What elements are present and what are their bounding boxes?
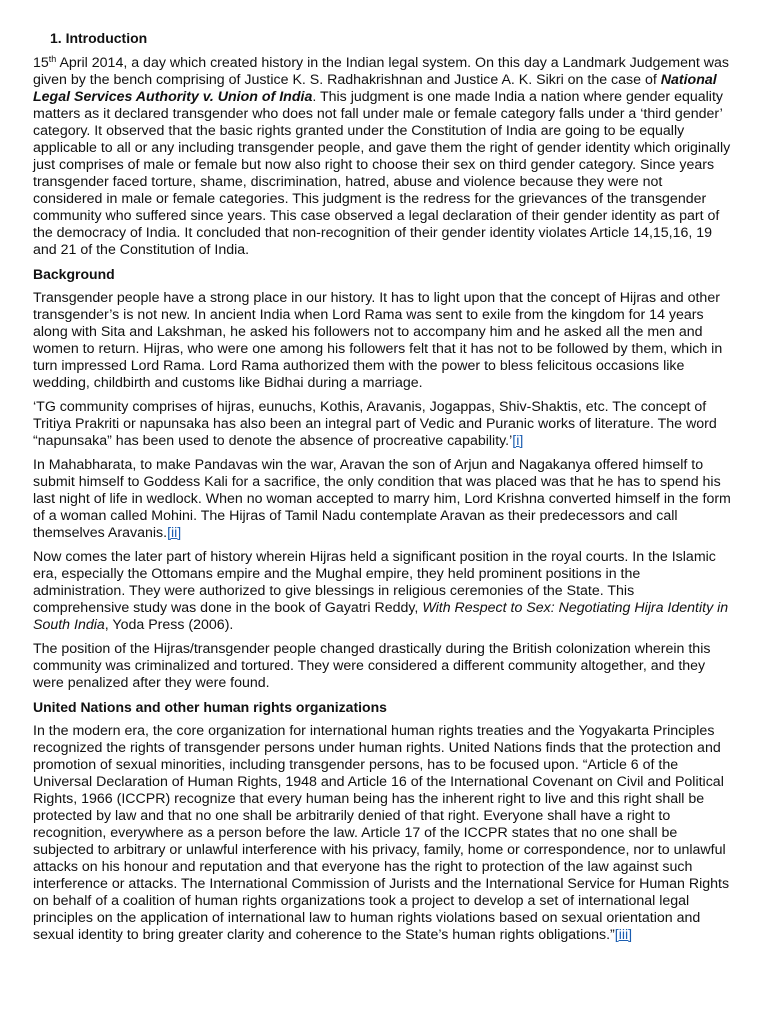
book-title: With Respect to Sex: Negotiating Hijra Identity in South India [33, 600, 729, 633]
footnote-link-ii[interactable]: [ii] [167, 525, 182, 541]
intro-text-a: April 2014, a day which created history in the Indian legal system. On this day a Landmark Judgement was given by the bench comprising of Justice K. S. Radhakrishnan and Justice A. K. Sikri on the case of [33, 55, 729, 88]
background-paragraph-3-text: In Mahabharata, to make Pandavas win the war, Aravan the son of Arjun and Nagakanya offered himself to submit himself to Goddess Kali for a sacrifice, the only condition that was placed was that he has to spend his last night of life in wedlock. When no woman accepted to marry him, Lord Krishna converted himself in the form of a woman called Mohini. The Hijras of Tamil Nadu contemplate Aravan as their predecessors and call themselves Aravanis. [33, 457, 731, 541]
case-name: National Legal Services Authority v. Union of India [33, 72, 717, 105]
background-paragraph-3 [33, 457, 733, 542]
section-heading-united-nations: United Nations and other human rights organizations [33, 699, 387, 715]
intro-text-b: . This judgment is one made India a nation where gender equality matters as it declared transgender who does not fall under male or female category falls under a ‘third gender’ category. It observed that the basic rights granted under the Constitution of India are going to be equally applicable to all or any including transgender people, and gave them the right of gender identity which originally just comprises of male or female but now also right to choose their sex on third gender category. Since years transgender faced torture, shame, discrimination, hatred, abuse and violence because they were not considered in male or female categories. This judgment is the redress for the grievances of the transgender community who suffered since years. This case observed a legal declaration of their gender identity as part of the democracy of India. It concluded that non-recognition of their gender identity violates Article 14,15,16, 19 and 21 of the Constitution of India. [33, 89, 731, 258]
section-heading-background: Background [33, 266, 115, 282]
intro-paragraph [33, 55, 733, 259]
section-heading-introduction: 1. Introduction [50, 30, 148, 46]
document-page [33, 30, 733, 951]
background-paragraph-4 [33, 549, 733, 634]
footnote-link-iii[interactable]: [iii] [614, 927, 633, 943]
intro-day-suffix: th [48, 54, 57, 64]
background-paragraph-1: Transgender people have a strong place in our history. It has to light upon that the concept of Hijras and other transgender’s is not new. In ancient India when Lord Rama was sent to exile from the kingdom for 14 years along with Sita and Lakshman, he asked his followers not to accompany him and he asked all the men and women to return. Hijras, who were one among his followers felt that it has not to be followed by them, which in turn impressed Lord Rama. Lord Rama authorized them with the power to bless felicitous occasions like wedding, childbirth and customs like Bidhai during a marriage. [33, 290, 723, 391]
footnote-link-i[interactable]: [i] [512, 433, 524, 449]
background-paragraph-2-text: ‘TG community comprises of hijras, eunuchs, Kothis, Aravanis, Jogappas, Shiv-Shaktis, etc. The concept of Tritiya Prakriti or napunsaka has also been an integral part of Vedic and Puranic works of literature. The word “napunsaka” has been used to denote the absence of procreative capability.’ [33, 399, 717, 449]
background-paragraph-5: The position of the Hijras/transgender people changed drastically during the British colonization wherein this community was criminalized and tortured. They were considered a different community altogether, and they were penalized after they were found. [33, 641, 711, 691]
un-paragraph [33, 723, 733, 944]
background-paragraph-4-text-a: Now comes the later part of history wherein Hijras held a significant position in the royal courts. In the Islamic era, especially the Ottomans empire and the Mughal empire, they held prominent positions in the administration. They were authorized to give blessings in religious ceremonies of the State. This comprehensive study was done in the book of Gayatri Reddy, [33, 549, 716, 616]
background-paragraph-2 [33, 399, 733, 450]
intro-day: 15 [33, 55, 49, 71]
un-paragraph-text: In the modern era, the core organization for international human rights treaties and the Yogyakarta Principles recognized the rights of transgender persons under human rights. United Nations finds that the protection and promotion of sexual minorities, including transgender persons, has to be focused upon. “Article 6 of the Universal Declaration of Human Rights, 1948 and Article 16 of the International Covenant on Civil and Political Rights, 1966 (ICCPR) recognize that every human being has the inherent right to live and this right shall be protected by law and that no one shall be arbitrarily denied of that right. Everyone shall have a right to recognition, everywhere as a person before the law. Article 17 of the ICCPR states that no one shall be subjected to arbitrary or unlawful interference with his privacy, family, home or correspondence, nor to unlawful attacks on his honour and reputation and that everyone has the right to protection of the law against such interference or attacks. The International Commission of Jurists and the International Service for Human Rights on behalf of a coalition of human rights organizations took a project to develop a set of international legal principles on the application of international law to human rights violations based on sexual orientation and sexual identity to bring greater clarity and coherence to the State’s human rights obligations.” [33, 723, 730, 943]
background-paragraph-4-text-b: , Yoda Press (2006). [104, 617, 234, 633]
